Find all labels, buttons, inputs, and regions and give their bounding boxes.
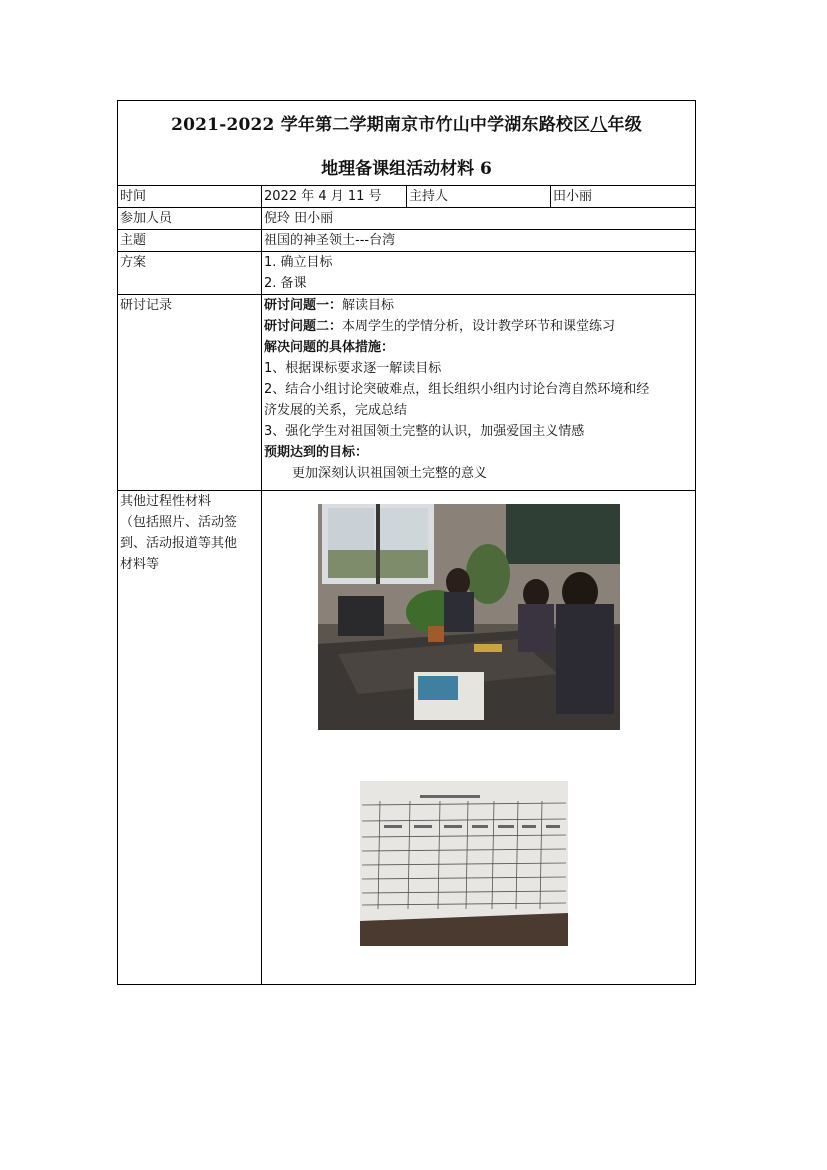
grade-underlined: 八 [590, 115, 608, 135]
plan-label: 方案 [118, 252, 262, 295]
record-label: 研讨记录 [118, 295, 262, 491]
question-1: 研讨问题一：解读目标 [264, 298, 395, 313]
question-2: 研讨问题二：本周学生的学情分析，设计教学环节和课堂练习 [264, 319, 616, 334]
goal-text: 更加深刻认识祖国领土完整的意义 [292, 466, 488, 481]
time-label: 时间 [118, 186, 262, 208]
measures-heading: 解决问题的具体措施： [264, 340, 395, 355]
signin-sheet-photo [360, 781, 568, 946]
host-value: 田小丽 [551, 186, 696, 208]
measure-3: 3、强化学生对祖国领土完整的认识，加强爱国主义情感 [264, 424, 585, 439]
plan-value [262, 252, 696, 295]
document-title-line1: 2021-2022 学年第二学期南京市竹山中学湖东路校区八年级 [171, 115, 642, 135]
measure-1: 1、根据课标要求逐一解读目标 [264, 361, 442, 376]
time-value: 2022 年 4 月 11 号 [262, 186, 407, 208]
participants-label: 参加人员 [118, 208, 262, 230]
topic-value: 祖国的神圣领土---台湾 [262, 230, 696, 252]
other-materials-label: 其他过程性材料 （包括照片、活动签 到、活动报道等其他 材料等 [118, 491, 262, 985]
other-materials-value [262, 491, 696, 985]
plan-item: 1. 确立目标 [264, 255, 333, 270]
activity-record-table [117, 100, 696, 985]
topic-label: 主题 [118, 230, 262, 252]
participants-value: 倪玲 田小丽 [262, 208, 696, 230]
title-cell [118, 101, 696, 186]
measure-2-cont: 济发展的关系，完成总结 [264, 403, 408, 418]
host-label: 主持人 [407, 186, 551, 208]
plan-item: 2. 备课 [264, 276, 307, 291]
meeting-photo [318, 504, 620, 730]
document-title-line2: 地理备课组活动材料 6 [321, 159, 492, 179]
record-value [262, 295, 696, 491]
goal-heading: 预期达到的目标： [264, 445, 369, 460]
measure-2: 2、结合小组讨论突破难点，组长组织小组内讨论台湾自然环境和经 [264, 382, 650, 397]
